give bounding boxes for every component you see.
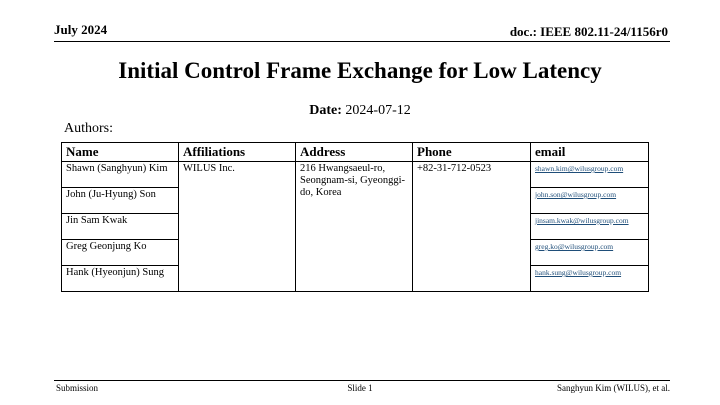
author-name: Shawn (Sanghyun) Kim [62,162,179,188]
email-link[interactable]: greg.ko@wilusgroup.com [535,242,614,251]
affiliation-cell: WILUS Inc. [179,162,296,292]
email-link[interactable]: shawn.kim@wilusgroup.com [535,164,624,173]
footer-submission: Submission [56,383,99,393]
col-header-address: Address [296,143,413,162]
header-doc-id: doc.: IEEE 802.11-24/1156r0 [509,24,668,39]
col-header-email: email [531,143,649,162]
date-value: 2024-07-12 [345,103,411,118]
phone-cell: +82-31-712-0523 [413,162,531,292]
authors-label: Authors: [64,121,113,136]
table-header-row [62,143,649,162]
author-name: Jin Sam Kwak [62,214,179,240]
authors-table [61,142,649,292]
header-date: July 2024 [54,22,108,37]
email-cell [531,162,649,188]
footer-divider [54,380,670,381]
email-link[interactable]: jinsam.kwak@wilusgroup.com [535,216,629,225]
col-header-name: Name [62,143,179,162]
email-cell [531,266,649,292]
table-row [62,162,649,188]
author-name: Greg Geonjung Ko [62,240,179,266]
footer-slide-number: Slide 1 [347,383,373,393]
address-cell: 216 Hwangsaeul-ro, Seongnam-si, Gyeonggi-do, Korea [296,162,413,292]
date-line [0,103,720,119]
email-cell [531,240,649,266]
slide-title: Initial Control Frame Exchange for Low Latency [118,58,602,83]
col-header-phone: Phone [413,143,531,162]
date-label: Date: [309,103,342,118]
email-link[interactable]: john.son@wilusgroup.com [535,190,617,199]
email-cell [531,214,649,240]
header-divider [54,41,670,42]
email-cell [531,188,649,214]
author-name: John (Ju-Hyung) Son [62,188,179,214]
col-header-affiliations: Affiliations [179,143,296,162]
footer-author: Sanghyun Kim (WILUS), et al. [557,383,670,393]
author-name: Hank (Hyeonjun) Sung [62,266,179,292]
email-link[interactable]: hank.sung@wilusgroup.com [535,268,622,277]
